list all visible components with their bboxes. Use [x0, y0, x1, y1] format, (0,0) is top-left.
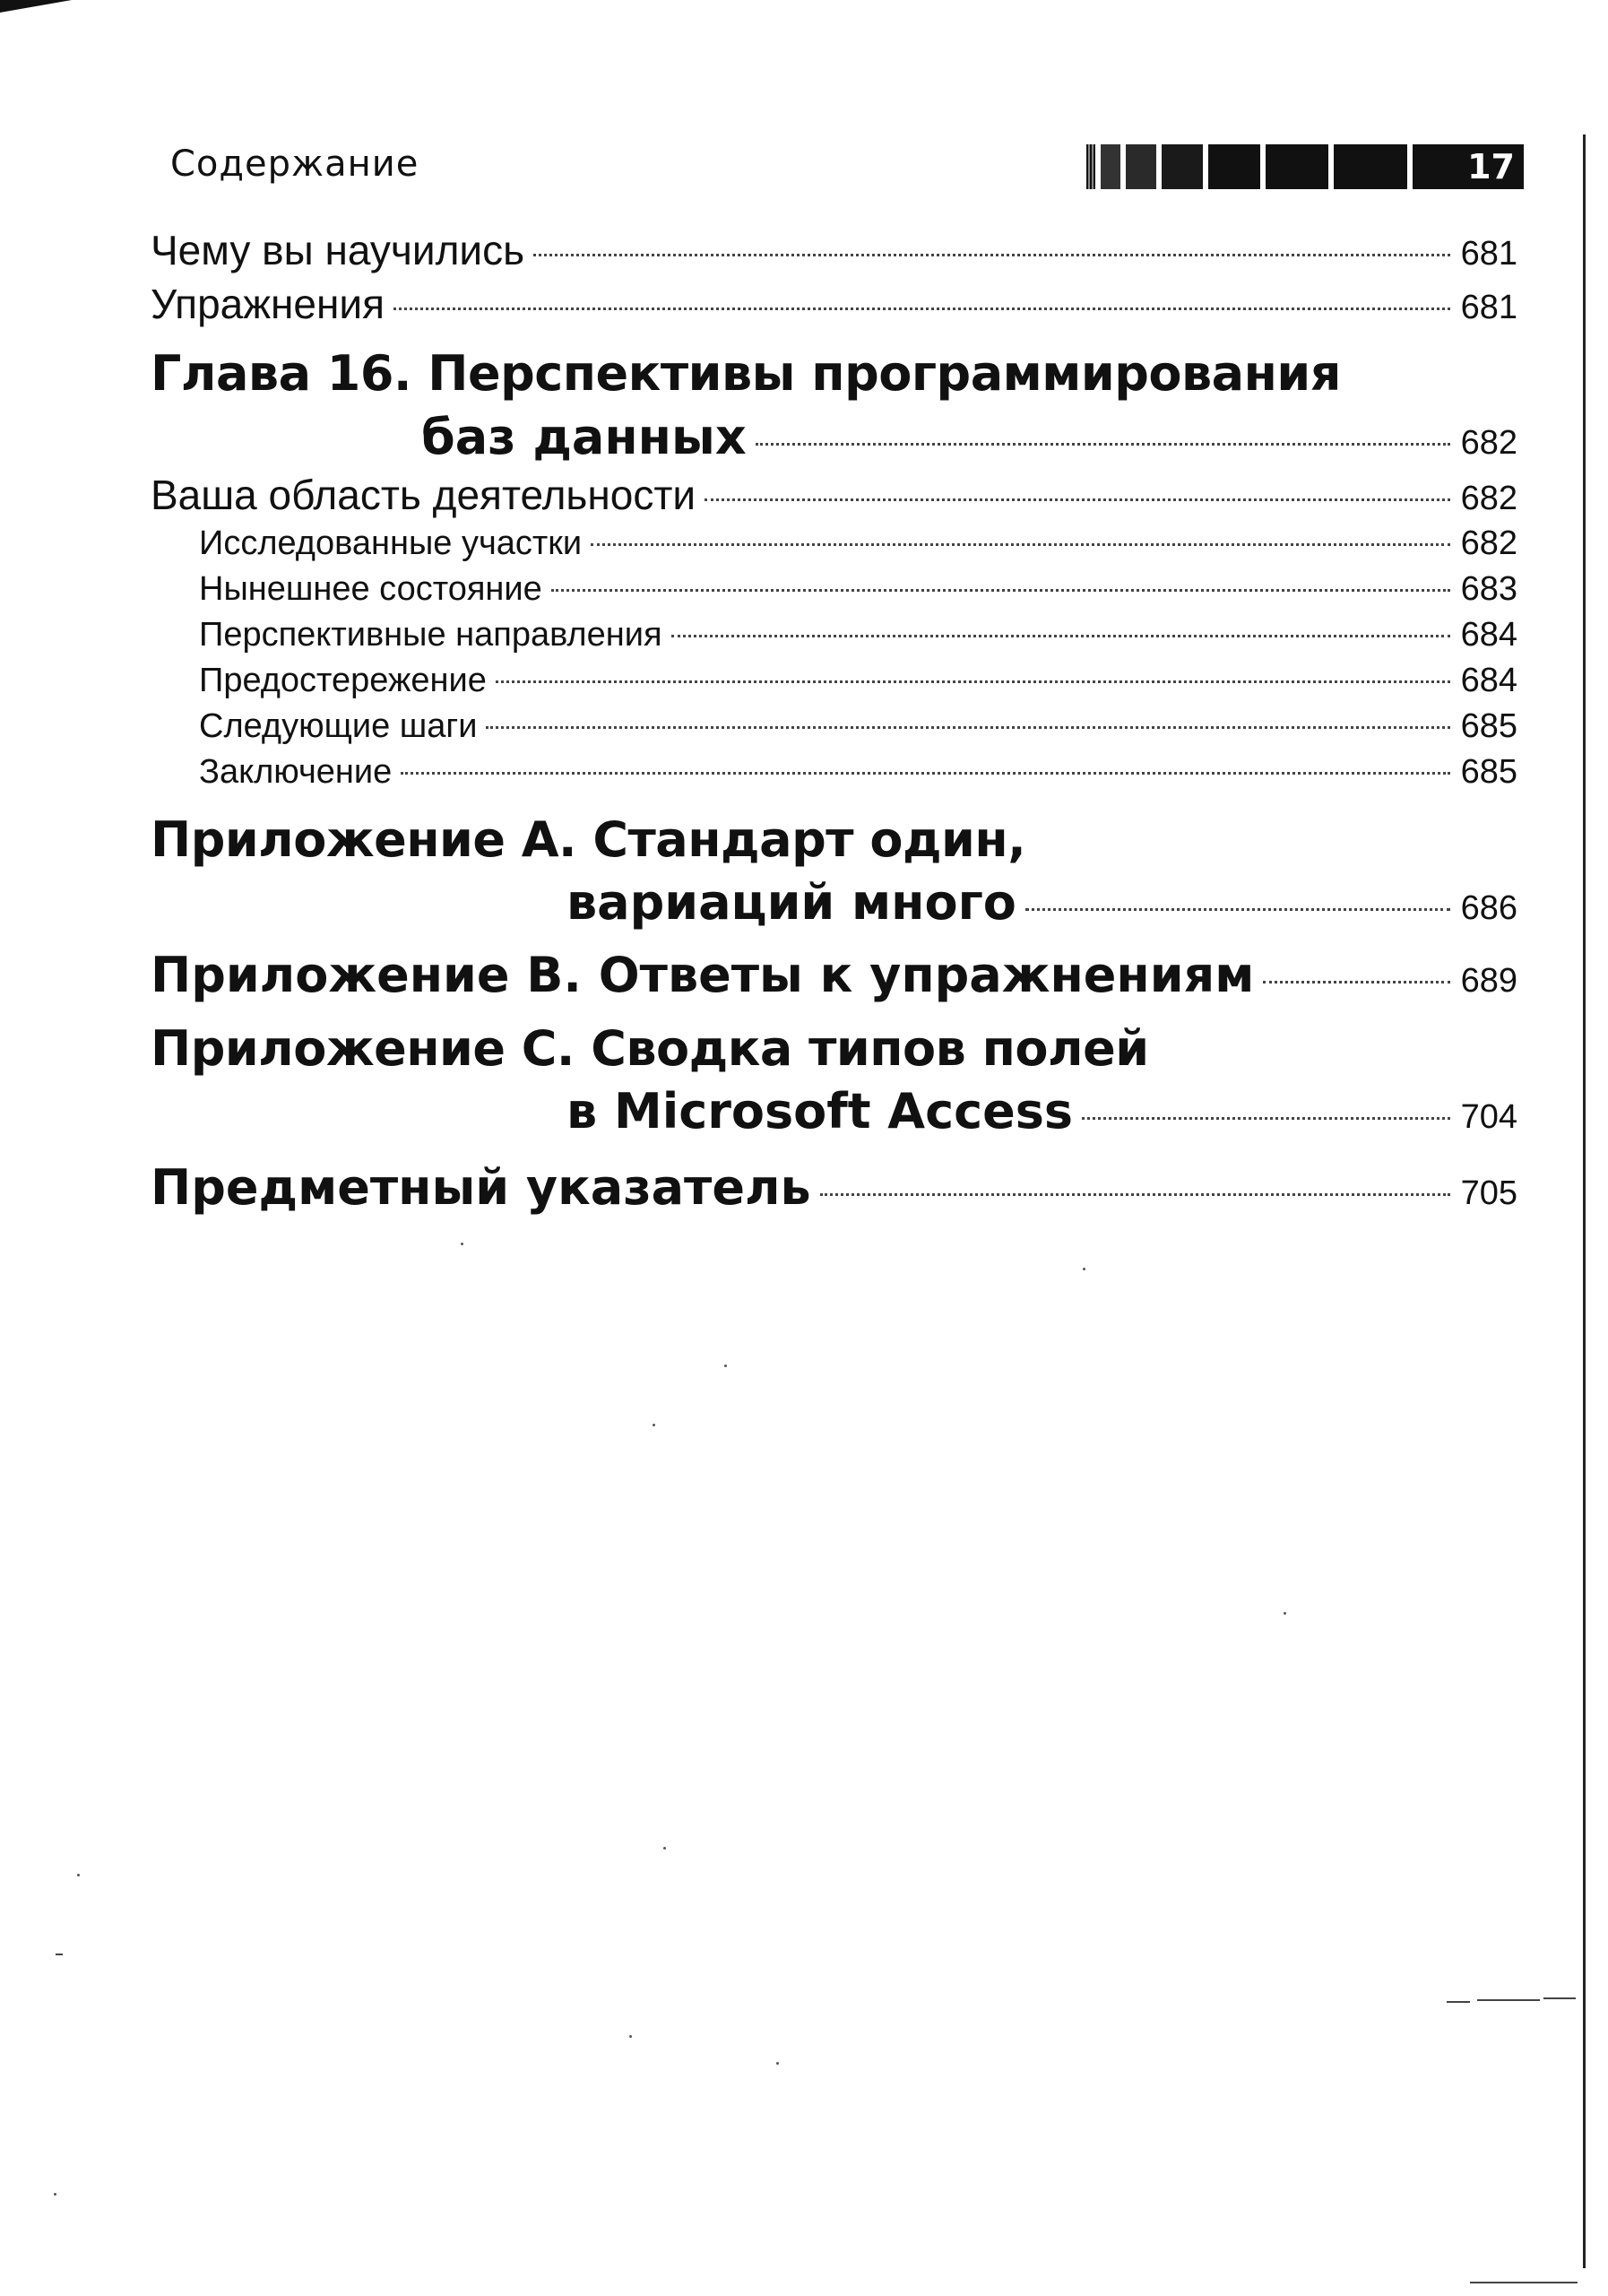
scan-speck — [724, 1365, 727, 1367]
scan-speck — [56, 1954, 63, 1955]
toc-entry[interactable] — [151, 280, 1517, 328]
toc-entry-label: Упражнения — [151, 281, 385, 327]
toc-entry-label: Заключение — [199, 753, 393, 791]
scan-speck — [663, 1847, 666, 1850]
appendix-heading[interactable]: Приложение А. Стандарт один, — [151, 811, 1026, 868]
chapter-heading[interactable]: Глава 16. Перспективы программирования — [151, 345, 1341, 402]
toc-entry[interactable] — [566, 874, 1517, 931]
toc-entry[interactable] — [566, 1083, 1517, 1139]
toc-entry-page: 681 — [1460, 235, 1517, 273]
scan-speck — [1470, 2282, 1578, 2283]
scan-speck — [1447, 2001, 1470, 2003]
toc-entry-label: Предметный указатель — [151, 1159, 811, 1216]
toc-entry-label: Исследованные участки — [199, 524, 583, 562]
toc-entry-label: Следующие шаги — [199, 707, 478, 745]
scan-speck — [653, 1424, 655, 1426]
toc-entry[interactable] — [151, 1159, 1517, 1216]
scan-speck — [77, 1874, 80, 1876]
toc-entry-label: вариаций много — [566, 874, 1016, 931]
toc-entry-page: 689 — [1460, 962, 1517, 1000]
page-edge — [1583, 134, 1586, 2268]
page-number: 17 — [1413, 144, 1524, 189]
toc-entry-page: 682 — [1460, 524, 1517, 562]
toc-entry-label: баз данных — [421, 409, 747, 465]
toc-entry[interactable] — [151, 471, 1517, 519]
scan-speck — [461, 1243, 463, 1245]
toc-entry-page: 685 — [1460, 707, 1517, 745]
scan-speck — [54, 2193, 56, 2196]
toc-entry-label: Приложение В. Ответы к упражнениям — [151, 947, 1255, 1003]
toc-subentry[interactable] — [199, 616, 1517, 654]
toc-entry[interactable] — [151, 226, 1517, 274]
toc-entry-page: 685 — [1460, 753, 1517, 791]
toc-entry-page: 684 — [1460, 616, 1517, 654]
scan-speck — [629, 2035, 632, 2038]
toc-entry-label: Нынешнее состояние — [199, 570, 542, 608]
toc-entry-label: Предостережение — [199, 662, 487, 699]
scan-speck — [1477, 1999, 1540, 2001]
scan-speck — [1543, 1997, 1576, 1999]
header-bar — [1086, 144, 1524, 189]
scan-artifact-corner — [0, 0, 72, 13]
scan-speck — [1083, 1268, 1085, 1270]
toc-subentry[interactable] — [199, 753, 1517, 792]
toc-subentry[interactable] — [199, 570, 1517, 609]
toc-entry[interactable] — [151, 947, 1517, 1003]
running-head: Содержание — [170, 143, 419, 185]
toc-entry-label: в Microsoft Access — [566, 1083, 1074, 1139]
toc-entry-page: 682 — [1460, 424, 1517, 462]
toc-subentry[interactable] — [199, 524, 1517, 563]
scan-speck — [776, 2062, 779, 2065]
toc-entry-page: 684 — [1460, 662, 1517, 699]
toc-entry-page: 704 — [1460, 1098, 1517, 1136]
toc-entry-label: Ваша область деятельности — [151, 472, 696, 518]
scan-speck — [1284, 1612, 1286, 1615]
appendix-heading[interactable]: Приложение С. Сводка типов полей — [151, 1020, 1149, 1077]
toc-subentry[interactable] — [199, 707, 1517, 746]
toc-entry-label: Чему вы научились — [151, 227, 525, 273]
toc-subentry[interactable] — [199, 662, 1517, 700]
toc-entry-page: 681 — [1460, 289, 1517, 326]
toc-entry-page: 683 — [1460, 570, 1517, 608]
toc-entry-page: 705 — [1460, 1174, 1517, 1212]
toc-entry-label: Перспективные направления — [199, 616, 662, 654]
toc-entry-page: 682 — [1460, 480, 1517, 517]
page-header — [170, 143, 1524, 197]
toc-entry-page: 686 — [1460, 889, 1517, 927]
toc-entry[interactable] — [421, 409, 1517, 465]
